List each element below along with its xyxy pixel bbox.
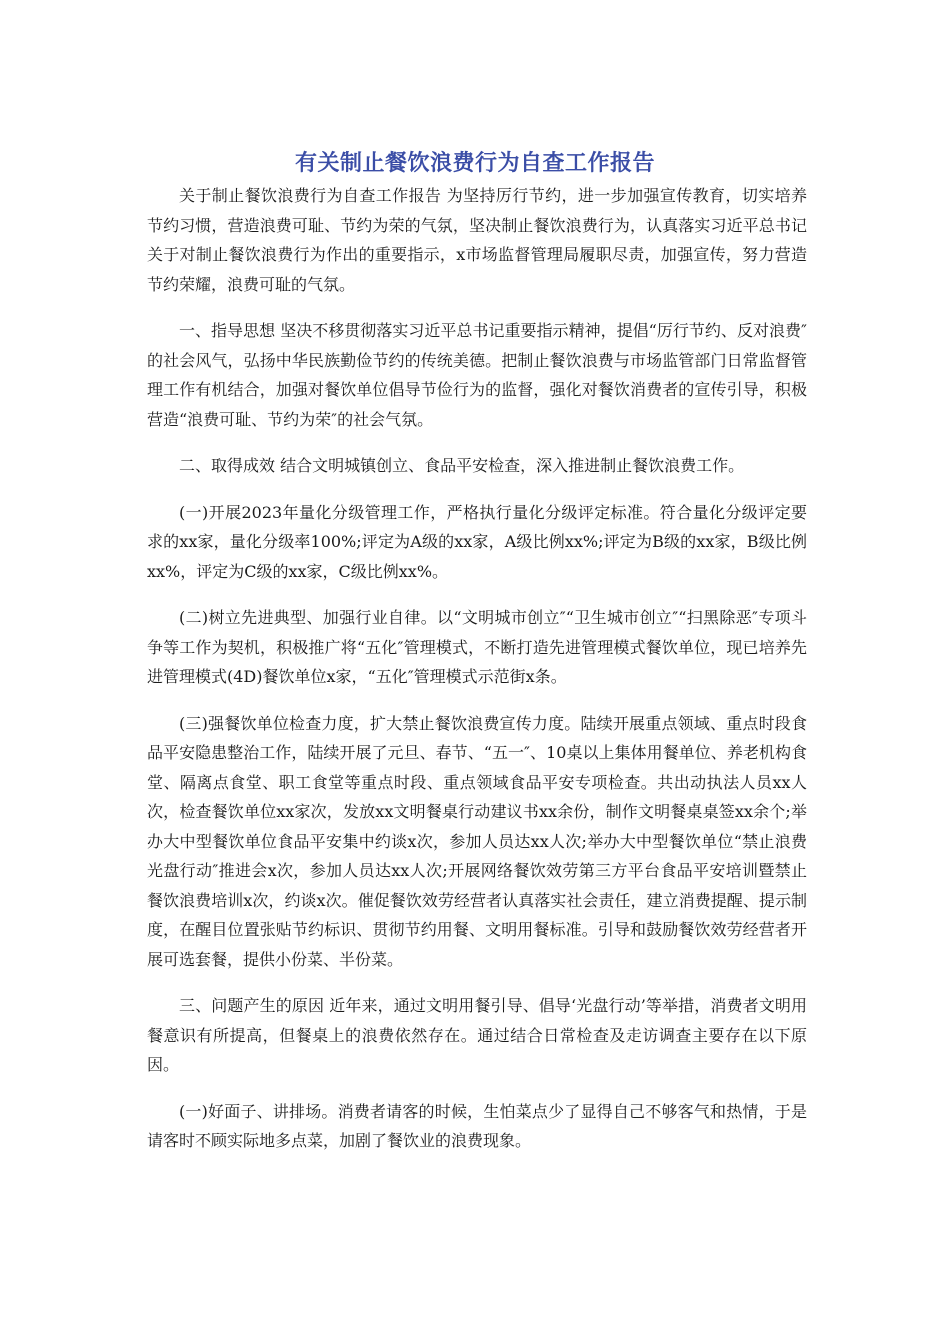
paragraph-cause-1: (一)好面子、讲排场。消费者请客的时候，生怕菜点少了显得自己不够客气和热情，于是请客时不顾实际地多点菜，加剧了餐饮业的浪费现象。 — [147, 1101, 807, 1150]
paragraph-achievement-2: (二)树立先进典型、加强行业自律。以“文明城市创立″“卫生城市创立″“扫黑除恶″专项斗争等工作为契机，积极推广将“五化″管理模式，不断打造先进管理模式餐饮单位，现已培养先进管理模式(4D)餐饮单位x家，“五化″管理模式示范街x条。 — [147, 608, 807, 686]
paragraph-achievement-3: (三)强餐饮单位检查力度，扩大禁止餐饮浪费宣传力度。陆续开展重点领域、重点时段食品平安隐患整治工作，陆续开展了元旦、春节、“五一″、10桌以上集体用餐单位、养老机构食堂、隔离点食堂、职工食堂等重点时段、重点领域食品平安专项检查。共出动执法人员xx人次，检查餐饮单位xx家次，发放xx文明餐桌行动建议书xx余份，制作文明餐桌桌签xx余个;举办大中型餐饮单位食品平安集中约谈x次，参加人员达xx人次;举办大中型餐饮单位“禁止浪费 光盘行动″推进会x次，参加人员达xx人次;开展网络餐饮效劳第三方平台食品平安培训暨禁止餐饮浪费培训x次，约谈x次。催促餐饮效劳经营者认真落实社会责任，建立消费提醒、提示制度，在醒目位置张贴节约标识、贯彻节约用餐、文明用餐标准。引导和鼓励餐饮效劳经营者开展可选套餐，提供小份菜、半份菜。 — [147, 713, 807, 969]
paragraph-intro: 关于制止餐饮浪费行为自查工作报告 为坚持厉行节约，进一步加强宣传教育，切实培养节约习惯，营造浪费可耻、节约为荣的气氛，坚决制止餐饮浪费行为，认真落实习近平总书记关于对制止餐饮浪费行为作出的重要指示，x市场监督管理局履职尽责，加强宣传，努力营造节约荣耀，浪费可耻的气氛。 — [147, 186, 807, 294]
paragraph-causes: 三、问题产生的原因 近年来，通过文明用餐引导、倡导‘光盘行动’等举措，消费者文明用餐意识有所提高，但餐桌上的浪费依然存在。通过结合日常检查及走访调查主要存在以下原因。 — [147, 996, 807, 1074]
document-body — [147, 181, 807, 1173]
document-title: 有关制止餐饮浪费行为自查工作报告 — [294, 150, 655, 176]
paragraph-guiding-ideology: 一、指导思想 坚决不移贯彻落实习近平总书记重要指示精神，提倡“厉行节约、反对浪费″的社会风气，弘扬中华民族勤俭节约的传统美德。把制止餐饮浪费与市场监管部门日常监督管理工作有机结合，加强对餐饮单位倡导节俭行为的监督，强化对餐饮消费者的宣传引导，积极营造“浪费可耻、节约为荣″的社会气氛。 — [147, 321, 807, 429]
paragraph-achievements: 二、取得成效 结合文明城镇创立、食品平安检查，深入推进制止餐饮浪费工作。 — [179, 456, 745, 475]
paragraph-achievement-1: (一)开展2023年量化分级管理工作，严格执行量化分级评定标准。符合量化分级评定要求的xx家，量化分级率100%;评定为A级的xx家，A级比例xx%;评定为B级的xx家，B级比例xx%，评定为C级的xx家，C级比例xx%。 — [147, 502, 807, 581]
